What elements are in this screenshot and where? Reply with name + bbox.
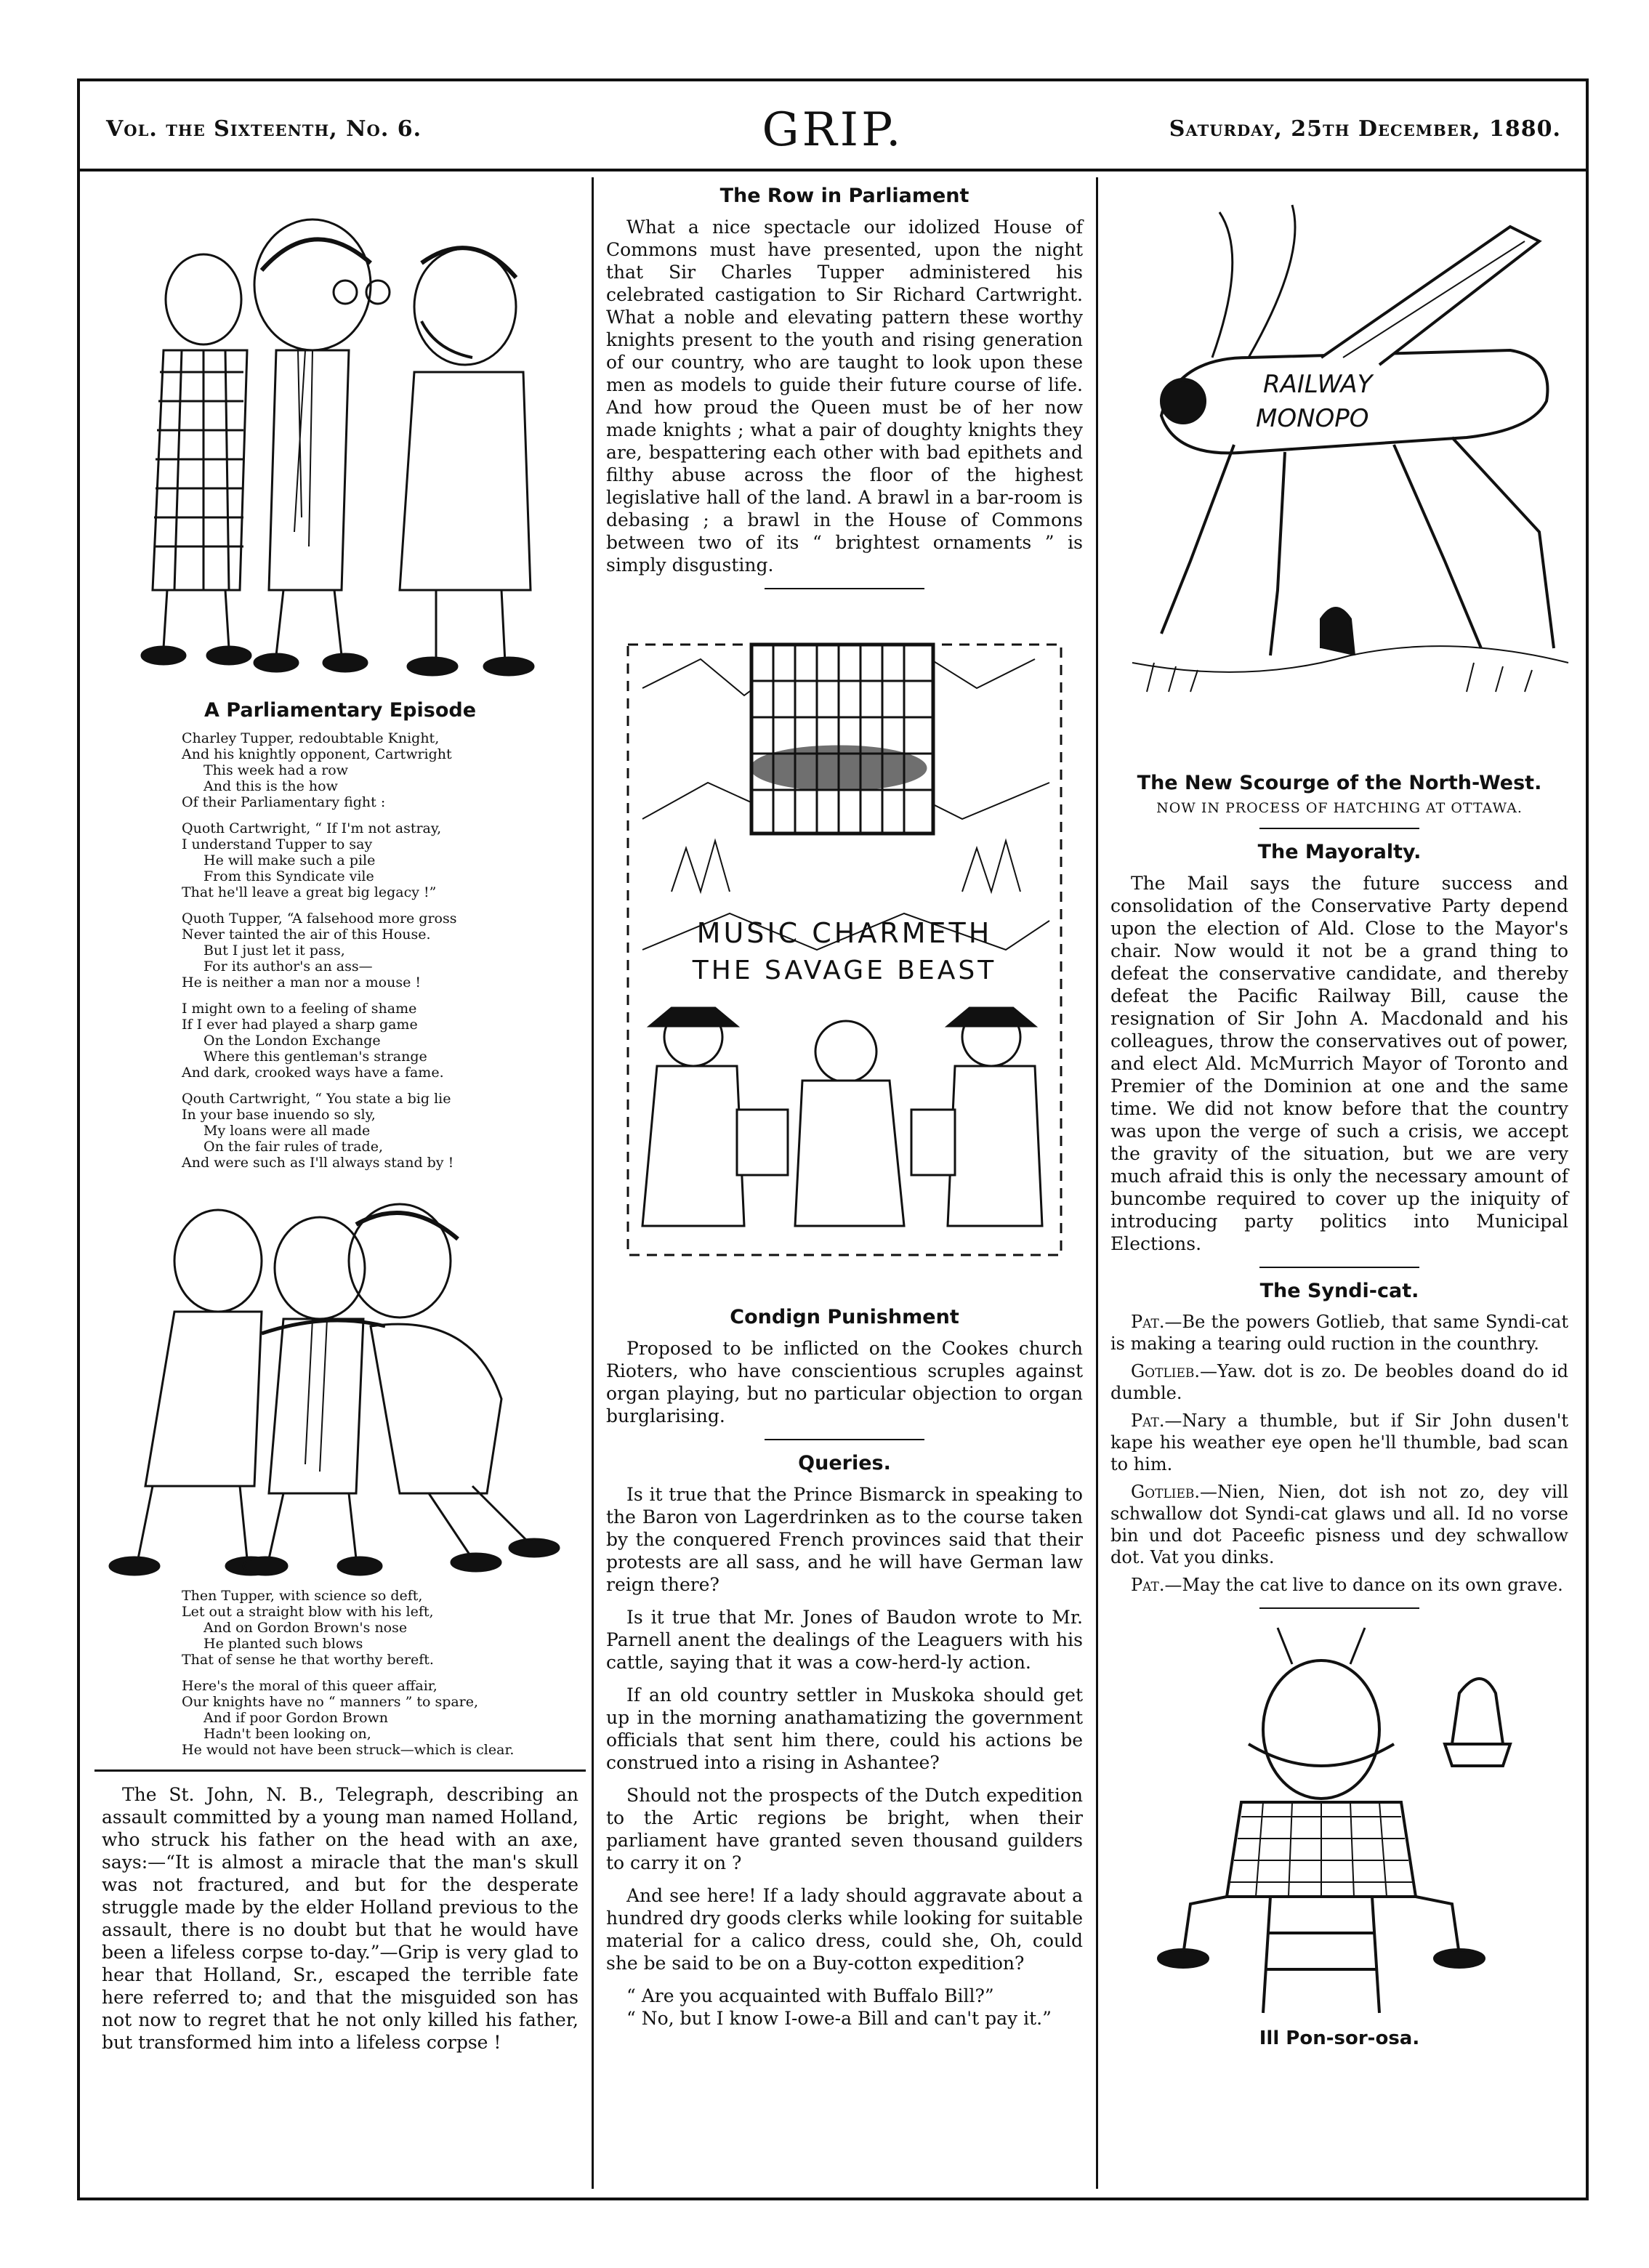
bottom-caption: Ill Pon-sor-osa. — [1259, 2027, 1420, 2049]
poem-stanza: Here's the moral of this queer affair, Our knights have no “ manners ” to spare, And if poor Gordon Brown Hadn't been looking on, He would not have been struck—which is clear. — [182, 1678, 515, 1758]
scourge-title: The New Scourge of the North-West. — [1137, 772, 1542, 794]
query-item: Is it true that the Prince Bismarck in speaking to the Baron von Lagerdrinken as to the course taken by the conquered French provinces said that their protests are all sass, and he will have German law reign there? — [606, 1484, 1083, 1595]
queries-title: Queries. — [798, 1452, 891, 1474]
cartoon-lettering: THE SAVAGE BEAST — [692, 956, 997, 985]
syndicat-title: The Syndi-cat. — [1259, 1280, 1419, 1302]
man-on-chair-cartoon — [1103, 1621, 1576, 2027]
column-1 — [94, 183, 586, 2183]
masthead — [80, 81, 1586, 171]
grasshopper-lettering: RAILWAY — [1263, 370, 1373, 399]
section-rule — [1259, 1607, 1419, 1609]
section-rule — [1259, 1267, 1419, 1268]
volume-number: Vol. the Sixteenth, No. 6. — [106, 116, 422, 142]
column-2 — [599, 183, 1090, 2183]
section-rule — [1259, 828, 1419, 829]
organ-rioters-cartoon — [599, 601, 1090, 1299]
row-in-parliament-title: The Row in Parliament — [719, 185, 969, 207]
joke-answer: “ No, but I know I-owe-a Bill and can't pay it.” — [626, 2008, 1052, 2029]
condign-punishment-title: Condign Punishment — [730, 1306, 959, 1328]
dialogue-line: Pat.—Nary a thumble, but if Sir John dusen't kape his weather eye open he'll thumble, bad scan to him. — [1110, 1411, 1568, 1474]
row-in-parliament-text: What a nice spectacle our idolized House of Commons must have presented, upon the night that Sir Charles Tupper administered his celebrated castigation to Sir Richard Cartwright. What a noble and elevating pattern these worthy knights present to the youth and rising generation of our country, who are taught to look upon these men as models to guide their future course of life. And how proud the Queen must be of her now made knights ; what a pair of doughty knights they are, bespattering each other with bad epithets and filthy abuse across the floor of the highest legislative hall of the land. A brawl in a bar-room is debasing ; a brawl in the House of Commons between two of its “ brightest ornaments ” is simply disgusting. — [606, 217, 1083, 576]
section-rule — [765, 588, 924, 589]
section-rule — [94, 1769, 586, 1772]
cartoon-lettering: MUSIC CHARMETH — [696, 917, 993, 949]
column-3 — [1103, 183, 1576, 2183]
section-rule — [765, 1439, 924, 1440]
query-item: If an old country settler in Muskoka should get up in the morning anathamatizing the government officials that sent him there, could his actions be construed into a rising in Ashantee? — [606, 1684, 1083, 1773]
poem-stanza: Charley Tupper, redoubtable Knight, And his knightly opponent, Cartwright This week had a row And this is the how Of their Parliamentary fight : — [182, 730, 452, 810]
dialogue-line: Pat.—Be the powers Gotlieb, that same Syndi-cat is making a tearing ould ruction in the counthry. — [1110, 1312, 1568, 1354]
column-rule — [592, 177, 594, 2189]
poem-stanza: Then Tupper, with science so deft, Let out a straight blow with his left, And on Gordon Brown's nose He planted such blows That of sense he that worthy bereft. — [182, 1588, 434, 1668]
three-politicians-cartoon — [94, 183, 586, 692]
query-item: Is it true that Mr. Jones of Baudon wrote to Mr. Parnell anent the dealings of the Leaguers with his cattle, saying that it was a cow-herd-ly action. — [606, 1607, 1083, 1673]
mayoralty-title: The Mayoralty. — [1257, 841, 1422, 863]
paper-title: GRIP. — [762, 103, 904, 157]
dialogue-line: Pat.—May the cat live to dance on its own grave. — [1131, 1575, 1563, 1595]
query-item: And see here! If a lady should aggravate about a hundred dry goods clerks while looking for suitable material for a calico dress, could she, Oh, could she be said to be on a Buy-cotton expedition? — [606, 1885, 1083, 1974]
joke-question: “ Are you acquainted with Buffalo Bill?” — [626, 1985, 994, 2006]
poem-stanza: Qouth Cartwright, “ You state a big lie In your base inuendo so sly, My loans were all made On the fair rules of trade, And were such as I'll always stand by ! — [182, 1091, 454, 1171]
telegraph-article: The St. John, N. B., Telegraph, describing an assault committed by a young man named Holland, who struck his father on the head with an axe, says:—“It is almost a miracle that the man's skull was not fractured, and but for the desperate struggle made by the elder Holland previous to the assault, there is no doubt but that he would have been a lifeless corpse to-day.”—Grip is very glad to hear that Holland, Sr., escaped the terrible fate here referred to; and that the misguided son has not now to regret that he not only killed his father, but transformed him into a lifeless corpse ! — [102, 1784, 578, 2053]
poem-title: A Parliamentary Episode — [203, 699, 477, 722]
railway-monopoly-grasshopper-cartoon — [1103, 183, 1576, 764]
poem-stanza: Quoth Cartwright, “ If I'm not astray, I understand Tupper to say He will make such a pile From this Syndicate vile That he'll leave a great big legacy !” — [182, 820, 442, 900]
scourge-subtitle: NOW IN PROCESS OF HATCHING AT OTTAWA. — [1156, 800, 1523, 816]
newspaper-page — [77, 78, 1589, 2200]
condign-punishment-text: Proposed to be inflicted on the Cookes church Rioters, who have conscientious scruples against organ playing, but no particular objection to organ burglarising. — [606, 1338, 1083, 1426]
mayoralty-text: The Mail says the future success and consolidation of the Conservative Party depend upon the election of Ald. Close to the Mayor's chair. Now would it not be a grand thing to defeat the conservative candidate, and thereby defeat the Pacific Railway Bill, cause the resignation of Sir John A. Macdonald and his colleagues, throw the conservatives out of power, and elect Ald. McMurrich Mayor of Toronto and Premier of the Dominion at one and the same time. We did not know before that the country was upon the verge of such a crisis, we accept the gravity of the situation, but we are very much afraid this is only the necessary amount of buncombe required to cover up the iniquity of introducing party politics into Municipal Elections. — [1110, 873, 1568, 1254]
grasshopper-lettering: MONOPO — [1256, 404, 1369, 433]
dialogue-line: Gotlieb.—Nien, Nien, dot ish not zo, dey vill schwallow dot Syndi-cat glaws und all. Id no vorse bin und dot Paceefic pisness und dey schwallow dot. Vat you dinks. — [1110, 1482, 1568, 1567]
poem-stanza: Quoth Tupper, “A falsehood more gross Never tainted the air of this House. But I just let it pass, For its author's an ass— He is neither a man nor a mouse ! — [182, 911, 457, 990]
politicians-embrace-cartoon — [94, 1181, 586, 1588]
column-rule — [1096, 177, 1098, 2189]
poem-stanza: I might own to a feeling of shame If I ever had played a sharp game On the London Exchange Where this gentleman's strange And dark, crooked ways have a fame. — [182, 1001, 444, 1081]
issue-date: Saturday, 25th December, 1880. — [1169, 116, 1561, 142]
dialogue-line: Gotlieb.—Yaw. dot is zo. De beobles doand do id dumble. — [1110, 1361, 1568, 1403]
query-item: Should not the prospects of the Dutch expedition to the Artic regions be bright, when their parliament have granted seven thousand guilders to carry it on ? — [606, 1785, 1083, 1873]
